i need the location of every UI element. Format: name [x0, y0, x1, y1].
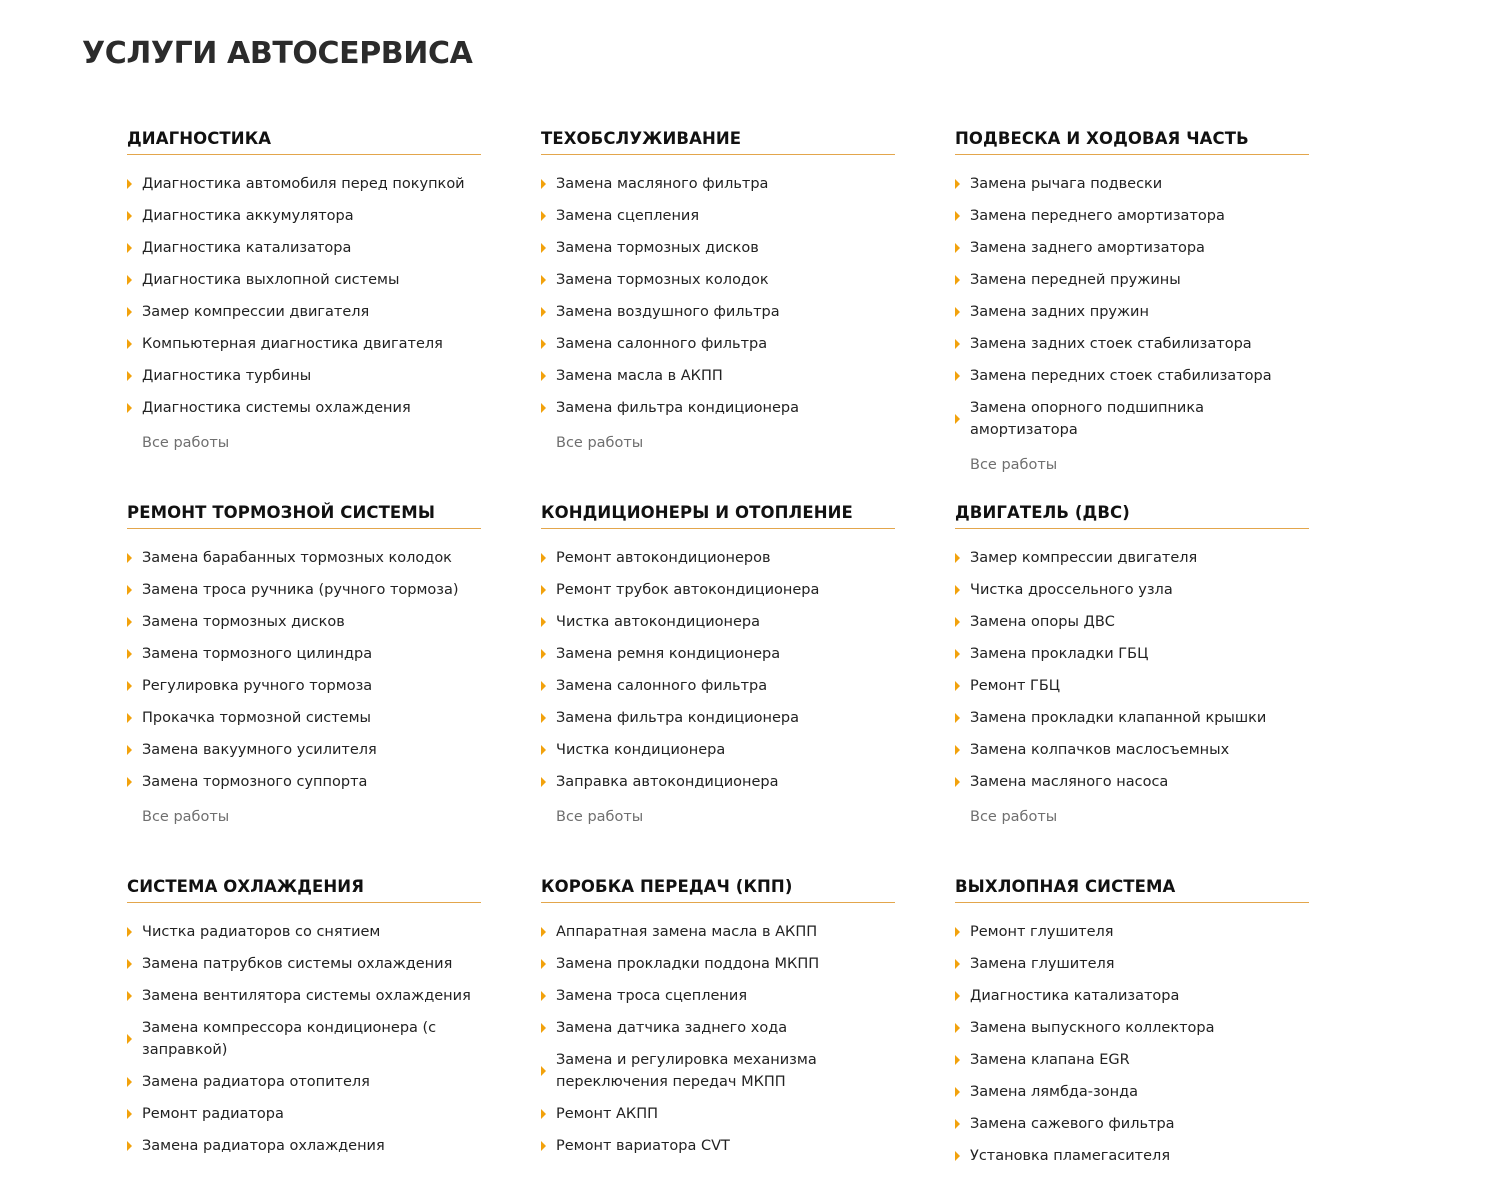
category-title: ДИАГНОСТИКА: [127, 129, 272, 148]
service-link[interactable]: Ремонт радиатора: [127, 1103, 481, 1125]
category-divider: [541, 528, 895, 529]
caret-right-icon: [541, 649, 546, 659]
service-link[interactable]: Замена троса ручника (ручного тормоза): [127, 579, 481, 601]
service-link[interactable]: Диагностика выхлопной системы: [127, 269, 481, 291]
service-link[interactable]: Замена лямбда-зонда: [955, 1081, 1309, 1103]
caret-right-icon: [127, 713, 132, 723]
caret-right-icon: [127, 649, 132, 659]
caret-right-icon: [541, 1066, 546, 1076]
service-link[interactable]: Прокачка тормозной системы: [127, 707, 481, 729]
service-link[interactable]: Замена глушителя: [955, 953, 1309, 975]
category-title: ПОДВЕСКА И ХОДОВАЯ ЧАСТЬ: [955, 129, 1249, 148]
service-link[interactable]: Чистка дроссельного узла: [955, 579, 1309, 601]
category-divider: [541, 902, 895, 903]
service-link[interactable]: Замена переднего амортизатора: [955, 205, 1309, 227]
service-link[interactable]: Замена тормозных колодок: [541, 269, 895, 291]
caret-right-icon: [955, 211, 960, 221]
service-link[interactable]: Замена салонного фильтра: [541, 333, 895, 355]
caret-right-icon: [955, 414, 960, 424]
service-link[interactable]: Ремонт глушителя: [955, 921, 1309, 943]
service-link[interactable]: Замер компрессии двигателя: [955, 547, 1309, 569]
service-link[interactable]: Замена тормозного суппорта: [127, 771, 481, 793]
service-link[interactable]: Замена вакуумного усилителя: [127, 739, 481, 761]
service-link[interactable]: Замена опорного подшипника амортизатора: [955, 397, 1309, 441]
caret-right-icon: [541, 745, 546, 755]
caret-right-icon: [541, 617, 546, 627]
category-divider: [127, 528, 481, 529]
category-maintenance: [541, 128, 895, 454]
caret-right-icon: [127, 403, 132, 413]
all-works-link[interactable]: Все работы: [970, 809, 1058, 825]
service-link[interactable]: Чистка кондиционера: [541, 739, 895, 761]
caret-right-icon: [541, 1023, 546, 1033]
caret-right-icon: [541, 1141, 546, 1151]
all-works-link[interactable]: Все работы: [142, 435, 230, 451]
caret-right-icon: [955, 681, 960, 691]
all-works-link[interactable]: Все работы: [556, 809, 644, 825]
service-link[interactable]: Ремонт автокондиционеров: [541, 547, 895, 569]
service-link[interactable]: Компьютерная диагностика двигателя: [127, 333, 481, 355]
caret-right-icon: [955, 243, 960, 253]
service-link[interactable]: Замена прокладки клапанной крышки: [955, 707, 1309, 729]
caret-right-icon: [955, 585, 960, 595]
caret-right-icon: [541, 371, 546, 381]
service-link[interactable]: Диагностика турбины: [127, 365, 481, 387]
service-link[interactable]: Замена и регулировка механизма переключения передач МКПП: [541, 1049, 895, 1093]
category-title: ТЕХОБСЛУЖИВАНИЕ: [541, 129, 742, 148]
caret-right-icon: [955, 713, 960, 723]
service-link[interactable]: Регулировка ручного тормоза: [127, 675, 481, 697]
service-list: [127, 173, 481, 419]
caret-right-icon: [541, 959, 546, 969]
caret-right-icon: [127, 1034, 132, 1044]
caret-right-icon: [541, 211, 546, 221]
service-link[interactable]: Замена радиатора отопителя: [127, 1071, 481, 1093]
category-engine: [955, 502, 1309, 828]
caret-right-icon: [955, 991, 960, 1001]
category-suspension: [955, 128, 1309, 476]
service-link[interactable]: Замена задних стоек стабилизатора: [955, 333, 1309, 355]
category-title: РЕМОНТ ТОРМОЗНОЙ СИСТЕМЫ: [127, 503, 436, 522]
service-list: [127, 921, 481, 1157]
service-link[interactable]: Замена прокладки поддона МКПП: [541, 953, 895, 975]
caret-right-icon: [541, 275, 546, 285]
caret-right-icon: [127, 553, 132, 563]
service-link[interactable]: Чистка автокондиционера: [541, 611, 895, 633]
service-link[interactable]: Замена ремня кондиционера: [541, 643, 895, 665]
service-link[interactable]: Заправка автокондиционера: [541, 771, 895, 793]
service-link[interactable]: Замена масляного фильтра: [541, 173, 895, 195]
caret-right-icon: [127, 959, 132, 969]
category-diagnostics: [127, 128, 481, 454]
service-link[interactable]: Замена клапана EGR: [955, 1049, 1309, 1071]
service-link[interactable]: Замена датчика заднего хода: [541, 1017, 895, 1039]
caret-right-icon: [541, 777, 546, 787]
service-link[interactable]: Диагностика аккумулятора: [127, 205, 481, 227]
category-divider: [955, 528, 1309, 529]
service-link[interactable]: Диагностика катализатора: [127, 237, 481, 259]
caret-right-icon: [541, 991, 546, 1001]
caret-right-icon: [127, 275, 132, 285]
service-link[interactable]: Диагностика автомобиля перед покупкой: [127, 173, 481, 195]
service-link[interactable]: Замена салонного фильтра: [541, 675, 895, 697]
service-link[interactable]: Замена воздушного фильтра: [541, 301, 895, 323]
service-link[interactable]: Замена тормозных дисков: [541, 237, 895, 259]
caret-right-icon: [127, 585, 132, 595]
category-cooling: [127, 876, 481, 1167]
caret-right-icon: [127, 371, 132, 381]
caret-right-icon: [955, 617, 960, 627]
caret-right-icon: [127, 179, 132, 189]
service-link[interactable]: Замена опоры ДВС: [955, 611, 1309, 633]
service-link[interactable]: Замена задних пружин: [955, 301, 1309, 323]
caret-right-icon: [955, 745, 960, 755]
category-title: КОРОБКА ПЕРЕДАЧ (КПП): [541, 877, 793, 896]
caret-right-icon: [955, 1151, 960, 1161]
caret-right-icon: [541, 553, 546, 563]
service-link[interactable]: Замена сажевого фильтра: [955, 1113, 1309, 1135]
caret-right-icon: [955, 1023, 960, 1033]
service-link[interactable]: Замена фильтра кондиционера: [541, 397, 895, 419]
caret-right-icon: [955, 777, 960, 787]
service-link[interactable]: Замена сцепления: [541, 205, 895, 227]
caret-right-icon: [955, 275, 960, 285]
caret-right-icon: [127, 307, 132, 317]
service-link[interactable]: Замена колпачков маслосъемных: [955, 739, 1309, 761]
caret-right-icon: [541, 713, 546, 723]
page-title: УСЛУГИ АВТОСЕРВИСА: [82, 36, 473, 71]
service-link[interactable]: Замена передней пружины: [955, 269, 1309, 291]
caret-right-icon: [127, 991, 132, 1001]
caret-right-icon: [955, 371, 960, 381]
caret-right-icon: [955, 649, 960, 659]
service-link[interactable]: Замена радиатора охлаждения: [127, 1135, 481, 1157]
service-link[interactable]: Диагностика катализатора: [955, 985, 1309, 1007]
service-link[interactable]: Замена передних стоек стабилизатора: [955, 365, 1309, 387]
category-divider: [127, 154, 481, 155]
service-link[interactable]: Замена вентилятора системы охлаждения: [127, 985, 481, 1007]
service-list: [541, 547, 895, 793]
service-list: [127, 547, 481, 793]
caret-right-icon: [955, 179, 960, 189]
service-link[interactable]: Замена прокладки ГБЦ: [955, 643, 1309, 665]
all-works-link[interactable]: Все работы: [556, 435, 644, 451]
service-link[interactable]: Ремонт трубок автокондиционера: [541, 579, 895, 601]
caret-right-icon: [955, 1055, 960, 1065]
service-link[interactable]: Замер компрессии двигателя: [127, 301, 481, 323]
caret-right-icon: [955, 307, 960, 317]
caret-right-icon: [127, 681, 132, 691]
caret-right-icon: [127, 1109, 132, 1119]
service-link[interactable]: Ремонт вариатора CVT: [541, 1135, 895, 1157]
service-link[interactable]: Замена компрессора кондиционера (с заправкой): [127, 1017, 481, 1061]
category-divider: [955, 902, 1309, 903]
category-exhaust: [955, 876, 1309, 1177]
category-gearbox: [541, 876, 895, 1167]
service-link[interactable]: Диагностика системы охлаждения: [127, 397, 481, 419]
category-divider: [541, 154, 895, 155]
service-link[interactable]: Замена тормозного цилиндра: [127, 643, 481, 665]
category-title: КОНДИЦИОНЕРЫ И ОТОПЛЕНИЕ: [541, 503, 853, 522]
caret-right-icon: [955, 927, 960, 937]
service-link[interactable]: Чистка радиаторов со снятием: [127, 921, 481, 943]
service-link[interactable]: Ремонт ГБЦ: [955, 675, 1309, 697]
caret-right-icon: [955, 553, 960, 563]
caret-right-icon: [541, 585, 546, 595]
category-divider: [955, 154, 1309, 155]
caret-right-icon: [127, 211, 132, 221]
caret-right-icon: [541, 243, 546, 253]
caret-right-icon: [955, 1119, 960, 1129]
service-list: [541, 921, 895, 1157]
service-link[interactable]: Замена выпускного коллектора: [955, 1017, 1309, 1039]
service-link[interactable]: Замена рычага подвески: [955, 173, 1309, 195]
caret-right-icon: [541, 403, 546, 413]
caret-right-icon: [127, 1077, 132, 1087]
service-link[interactable]: Установка пламегасителя: [955, 1145, 1309, 1167]
category-title: СИСТЕМА ОХЛАЖДЕНИЯ: [127, 877, 364, 896]
caret-right-icon: [541, 681, 546, 691]
service-link[interactable]: Замена масла в АКПП: [541, 365, 895, 387]
service-list: [955, 921, 1309, 1167]
caret-right-icon: [127, 777, 132, 787]
category-divider: [127, 902, 481, 903]
category-air-conditioning: [541, 502, 895, 828]
caret-right-icon: [541, 1109, 546, 1119]
category-title: ДВИГАТЕЛЬ (ДВС): [955, 503, 1130, 522]
caret-right-icon: [541, 307, 546, 317]
caret-right-icon: [955, 1087, 960, 1097]
service-list: [955, 173, 1309, 441]
service-link[interactable]: Ремонт АКПП: [541, 1103, 895, 1125]
service-link[interactable]: Замена тормозных дисков: [127, 611, 481, 633]
all-works-link[interactable]: Все работы: [142, 809, 230, 825]
service-list: [955, 547, 1309, 793]
service-list: [541, 173, 895, 419]
caret-right-icon: [127, 339, 132, 349]
caret-right-icon: [955, 959, 960, 969]
caret-right-icon: [955, 339, 960, 349]
caret-right-icon: [127, 745, 132, 755]
caret-right-icon: [127, 1141, 132, 1151]
caret-right-icon: [127, 617, 132, 627]
service-link[interactable]: Замена барабанных тормозных колодок: [127, 547, 481, 569]
caret-right-icon: [541, 339, 546, 349]
category-title: ВЫХЛОПНАЯ СИСТЕМА: [955, 877, 1176, 896]
service-link[interactable]: Замена фильтра кондиционера: [541, 707, 895, 729]
all-works-link[interactable]: Все работы: [970, 457, 1058, 473]
caret-right-icon: [127, 243, 132, 253]
service-link[interactable]: Замена заднего амортизатора: [955, 237, 1309, 259]
category-brakes: [127, 502, 481, 828]
service-link[interactable]: Замена масляного насоса: [955, 771, 1309, 793]
service-link[interactable]: Аппаратная замена масла в АКПП: [541, 921, 895, 943]
caret-right-icon: [541, 179, 546, 189]
service-link[interactable]: Замена троса сцепления: [541, 985, 895, 1007]
caret-right-icon: [127, 927, 132, 937]
service-link[interactable]: Замена патрубков системы охлаждения: [127, 953, 481, 975]
caret-right-icon: [541, 927, 546, 937]
